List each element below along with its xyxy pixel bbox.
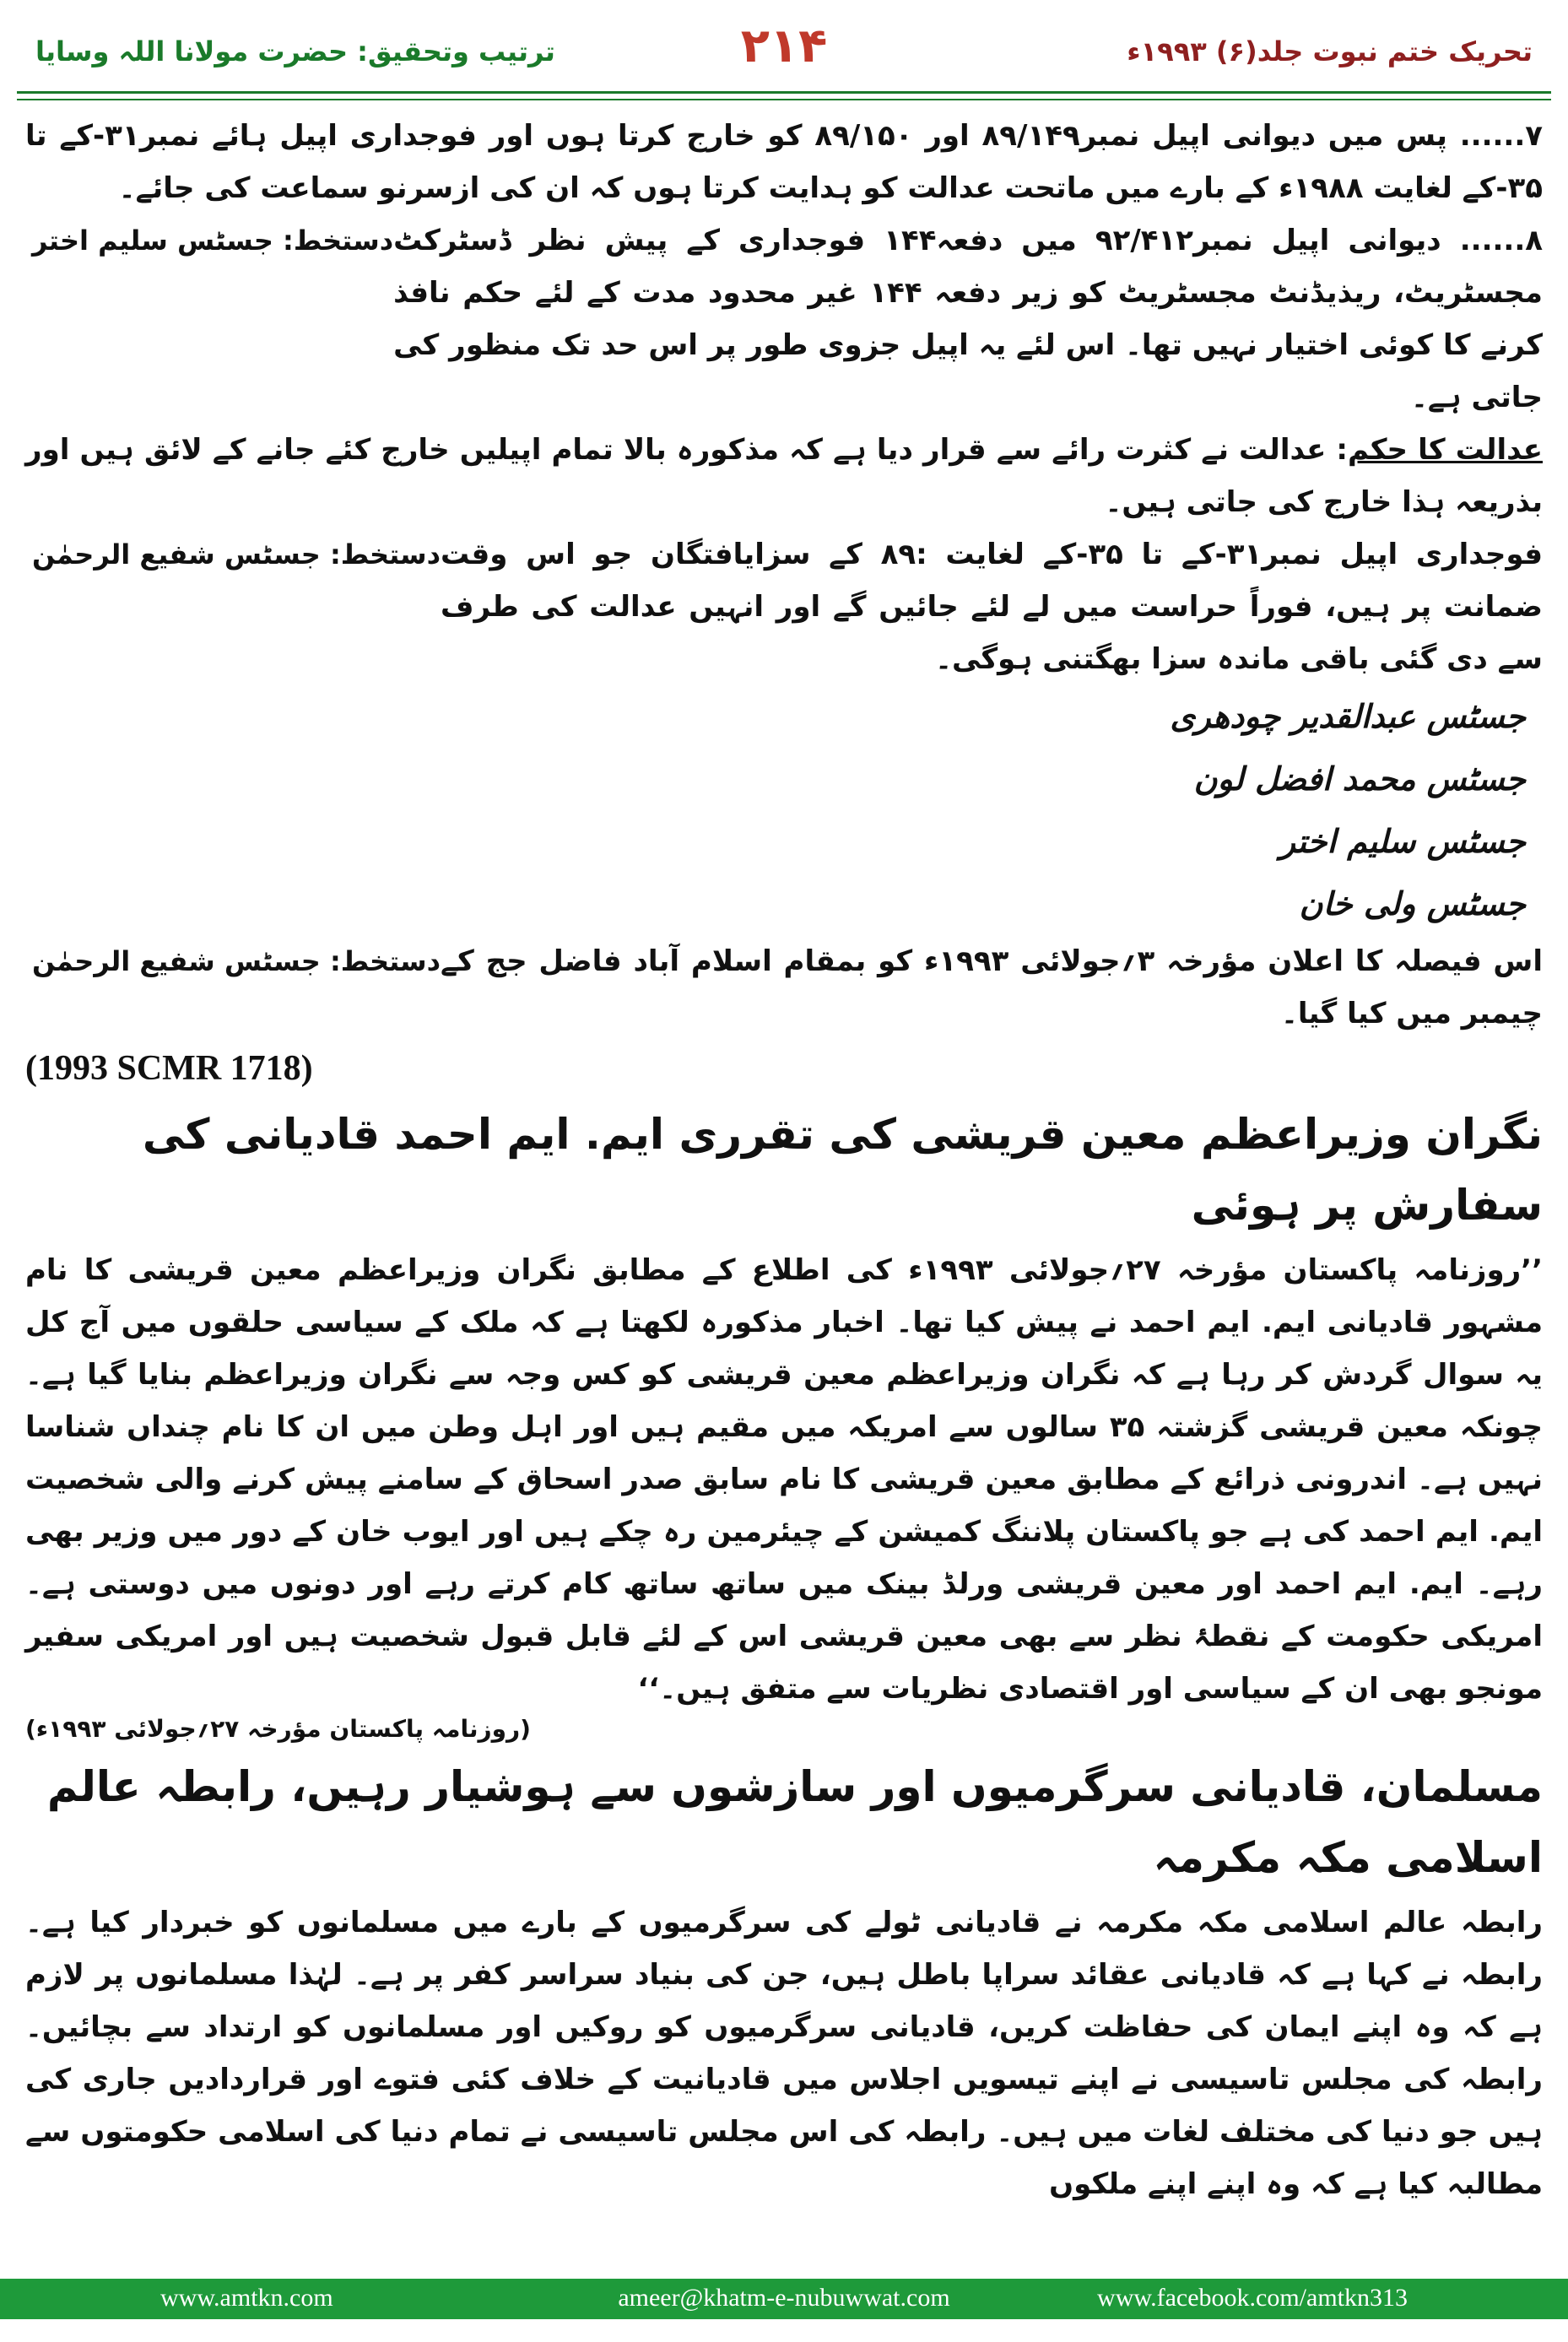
signature-shafi-ur-rehman-2: دستخط: جسٹس شفیع الرحمٰن xyxy=(32,945,441,977)
criminal-appeal-text: فوجداری اپیل نمبر۳۱-کے تا ۳۵-کے لغایت :۸۹ کے سزایافتگان جو اس وقت ضمانت پر ہیں، فوراً حراست میں لے لئے جائیں گے اور انہیں عدالت کی طرف سے دی گئی باقی ماندہ سزا بھگتنی ہوگی۔ xyxy=(441,538,1544,676)
article-2-text: رابطہ عالم اسلامی مکہ مکرمہ نے قادیانی ٹولے کی سرگرمیوں کے بارے میں مسلمانوں کو خبردار کیا ہے۔ رابطہ نے کہا ہے کہ قادیانی عقائد سراپا باطل ہیں، جن کی بنیاد سراسر کفر پر ہے۔ لہٰذا مسلمانوں پر لازم ہے کہ وہ اپنے ایمان کی حفاظت کریں، قادیانی سرگرمیوں کو روکیں اور مسلمانوں کو ارتداد سے بچائیں۔ رابطہ کی مجلس تاسیسی نے اپنے تیسویں اجلاس میں قادیانیت کے خلاف کئی فتوے اور قراردادیں جاری کی ہیں جو دنیا کی مختلف لغات میں ہیں۔ رابطہ کی اس مجلس تاسیسی نے تمام دنیا کی اسلامی حکومتوں سے مطالبہ کیا ہے کہ وہ اپنے اپنے ملکوں xyxy=(25,1906,1543,2201)
criminal-appeal-row xyxy=(25,528,1543,685)
signature-shafi-ur-rehman-1: دستخط: جسٹس شفیع الرحمٰن xyxy=(32,538,441,571)
paragraph-8-row xyxy=(25,214,1543,424)
section-heading-2: مسلمان، قادیانی سرگرمیوں اور سازشوں سے ہوشیار رہیں، رابطہ عالم اسلامی مکہ مکرمہ xyxy=(46,1762,1543,1882)
page-body xyxy=(25,110,1543,2210)
judge-name: جسٹس سلیم اختر xyxy=(1279,823,1526,860)
footer-website-link[interactable]: www.amtkn.com xyxy=(160,2284,333,2312)
announcement-text: اس فیصلہ کا اعلان مؤرخہ ۳؍جولائی ۱۹۹۳ء کو بمقام اسلام آباد فاضل جج کے چیمبر میں کیا گیا۔ xyxy=(441,944,1544,1030)
judge-name: جسٹس عبدالقدیر چودھری xyxy=(1170,698,1526,735)
paragraph-8: ۸...... دیوانی اپیل نمبر۹۲/۴۱۲ میں دفعہ۱۴۴ فوجداری کے پیش نظر ڈسٹرکٹ مجسٹریٹ، ریذیڈنٹ مجسٹریٹ کو زیر دفعہ ۱۴۴ غیر محدود مدت کے لئے حکم نافذ کرنے کا کوئی اختیار نہیں تھا۔ اس لئے یہ اپیل جزوی طور پر اس حد تک منظور کی جاتی ہے۔ xyxy=(393,224,1543,414)
footer-email-link[interactable]: ameer@khatm-e-nubuwwat.com xyxy=(618,2284,950,2312)
judges-list xyxy=(25,685,1543,935)
court-order xyxy=(25,424,1543,528)
article-1-source: (روزنامہ پاکستان مؤرخہ ۲۷؍جولائی ۱۹۹۳ء) xyxy=(25,1715,531,1743)
page-number: ۲۱۴ xyxy=(740,19,828,73)
paragraph-7: ۷...... پس میں دیوانی اپیل نمبر۸۹/۱۴۹ اور ۸۹/۱۵۰ کو خارج کرتا ہوں اور فوجداری اپیل ہائے نمبر۳۱-کے تا ۳۵-کے لغایت ۱۹۸۸ء کے بارے میں ماتحت عدالت کو ہدایت کرتا ہوں کہ ان کی ازسرنو سماعت کی جائے۔ xyxy=(25,119,1544,205)
announcement-row xyxy=(25,935,1543,1040)
header-book-title: تحریک ختم نبوت جلد(۶) ۱۹۹۳ء xyxy=(1127,35,1533,68)
header-divider xyxy=(17,91,1551,100)
page-header xyxy=(0,0,1568,93)
section-heading-1: نگران وزیراعظم معین قریشی کی تقرری ایم. ایم احمد قادیانی کی سفارش پر ہوئی xyxy=(142,1110,1543,1230)
article-1-source-row xyxy=(25,1715,1543,1743)
court-order-label: عدالت کا حکم xyxy=(1348,433,1544,467)
header-compiler: ترتیب وتحقیق: حضرت مولانا اللہ وسایا xyxy=(35,35,555,68)
judge-name: جسٹس محمد افضل لون xyxy=(1193,760,1526,798)
case-citation: (1993 SCMR 1718) xyxy=(25,1049,313,1088)
court-order-text: : عدالت نے کثرت رائے سے قرار دیا ہے کہ مذکورہ بالا تمام اپیلیں خارج کئے جانے کے لائق ہیں اور بذریعہ ہذا خارج کی جاتی ہیں۔ xyxy=(25,433,1543,519)
judge-name: جسٹس ولی خان xyxy=(1299,885,1526,922)
page-footer xyxy=(0,2279,1568,2319)
footer-facebook-link[interactable]: www.facebook.com/amtkn313 xyxy=(1097,2284,1408,2312)
article-1-text: ’’روزنامہ پاکستان مؤرخہ ۲۷؍جولائی ۱۹۹۳ء کی اطلاع کے مطابق نگران وزیراعظم معین قریشی کا نام مشہور قادیانی ایم. ایم احمد نے پیش کیا تھا۔ اخبار مذکورہ لکھتا ہے کہ ملک کے سیاسی حلقوں میں آج کل یہ سوال گردش کر رہا ہے کہ نگران وزیراعظم معین قریشی کو کس وجہ سے نگران وزیراعظم بنایا گیا ہے۔ چونکہ معین قریشی گزشتہ ۳۵ سالوں سے امریکہ میں مقیم ہیں اور اہل وطن میں ان کا نام چنداں شناسا نہیں ہے۔ اندرونی ذرائع کے مطابق معین قریشی کا نام سابق صدر اسحاق کے سامنے پیش کرنے والی شخصیت ایم. ایم احمد کی ہے جو پاکستان پلاننگ کمیشن کے چیئرمین رہ چکے ہیں اور ایوب خان کے دور میں وزیر بھی رہے۔ ایم. ایم احمد اور معین قریشی ورلڈ بینک میں ساتھ ساتھ کام کرتے رہے اور دونوں میں دوستی ہے۔ امریکی حکومت کے نقطۂ نظر سے بھی معین قریشی اس کے لئے قابل قبول شخصیت ہیں اور امریکی سفیر مونجو بھی ان کے سیاسی اور اقتصادی نظریات سے متفق ہیں۔‘‘ xyxy=(25,1253,1543,1706)
signature-salim-akhtar: دستخط: جسٹس سلیم اختر xyxy=(32,224,394,257)
